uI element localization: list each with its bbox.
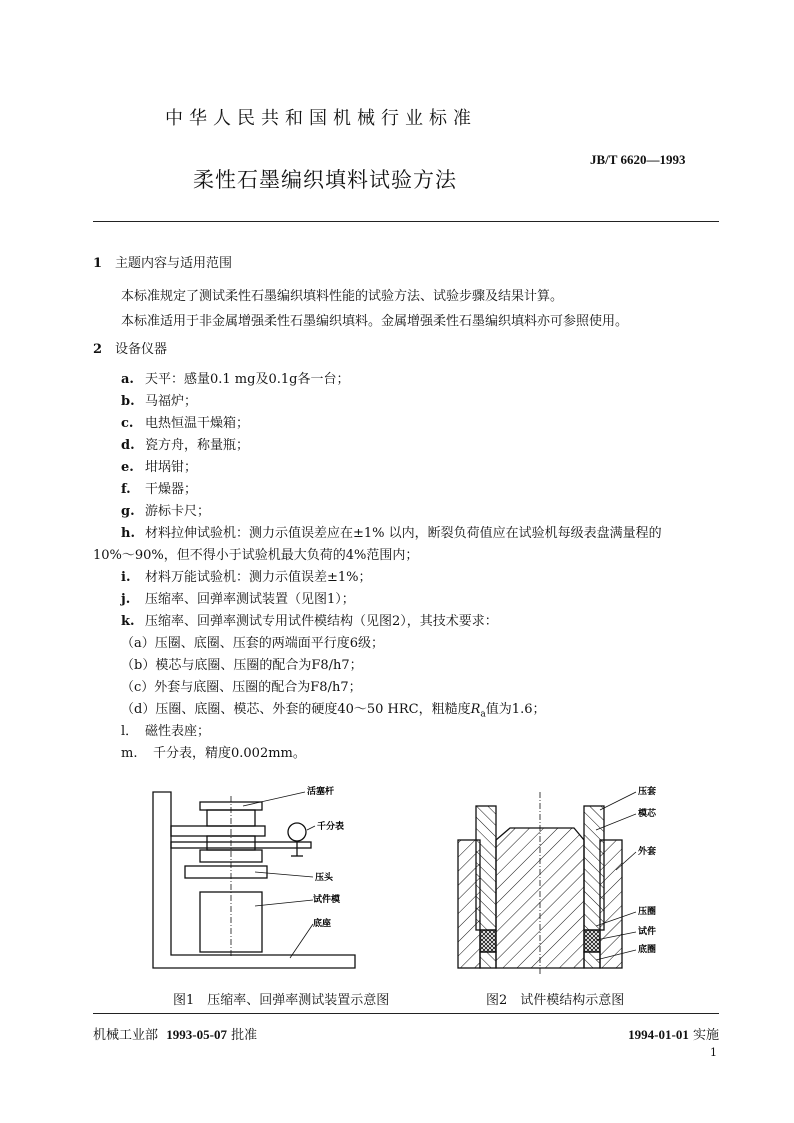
effective-date: 1994-01-01 (628, 1027, 689, 1042)
item-text: 材料拉伸试验机：测力示值误差应在±1% 以内，断裂负荷值应在试验机每级表盘满量程的 (145, 526, 662, 541)
label-outer: 外套 (638, 847, 657, 857)
crossbar (171, 826, 265, 836)
list-item (121, 412, 249, 431)
roughness-symbol: R (470, 702, 481, 717)
figure-2-caption: 图2 试件模结构示意图 (486, 993, 625, 1008)
label-base: 底座 (313, 919, 332, 929)
item-text: 游标卡尺； (145, 504, 211, 519)
list-item (121, 610, 498, 629)
list-item (121, 742, 306, 761)
item-label: m. (121, 746, 138, 761)
section-number: 1 (93, 256, 103, 271)
item-label: h. (121, 526, 135, 541)
item-text: 压缩率、回弹率测试专用试件模结构（见图2），其技术要求： (145, 614, 498, 629)
list-item (121, 500, 210, 519)
item-label: g. (121, 504, 135, 519)
item-text: 马福炉； (145, 394, 198, 409)
item-text: 千分表，精度0.002mm。 (153, 746, 306, 761)
item-label: e. (121, 460, 134, 475)
item-text: 材料万能试验机：测力示值误差±1%； (145, 570, 372, 585)
item-text: 磁性表座； (145, 724, 211, 739)
dial-gauge (288, 823, 306, 841)
item-label: d. (121, 438, 135, 453)
figure-1-diagram (145, 780, 400, 985)
sub-item-text: （d）压圈、底圈、模芯、外套的硬度40～50 HRC，粗糙度 (121, 702, 471, 717)
item-label: i. (121, 570, 131, 585)
label-specimen: 试件 (638, 927, 657, 937)
item-label: b. (121, 394, 135, 409)
sub-item (121, 698, 545, 720)
item-label: f. (121, 482, 131, 497)
approval-line (93, 1024, 257, 1043)
sub-item-text: 值为1.6； (485, 702, 546, 717)
approve-word: 批准 (231, 1028, 258, 1043)
section-2-heading (93, 338, 167, 357)
figure-1-caption: 图1 压缩率、回弹率测试装置示意图 (173, 993, 390, 1008)
list-item (121, 456, 197, 475)
list-item (121, 588, 355, 607)
specimen-left (480, 930, 496, 952)
page-number: 1 (710, 1046, 717, 1059)
list-item (121, 720, 210, 739)
press-head (185, 866, 267, 878)
footer-rule (93, 1013, 719, 1014)
item-text: 干燥器； (145, 482, 198, 497)
item-label: a. (121, 372, 134, 387)
section-title: 主题内容与适用范围 (115, 256, 233, 271)
list-item (121, 368, 349, 387)
item-label: c. (121, 416, 134, 431)
list-item (121, 390, 197, 409)
list-item (121, 522, 662, 541)
section-1-heading (93, 252, 232, 271)
item-text: 天平：感量0.1 mg及0.1g各一台； (145, 372, 350, 387)
paragraph: 本标准适用于非金属增强柔性石墨编织填料。金属增强柔性石墨编织填料亦可参照使用。 (121, 314, 629, 329)
item-label: j. (121, 592, 131, 607)
approve-date: 1993-05-07 (166, 1027, 227, 1042)
item-label: l． (121, 724, 139, 739)
document-title: 柔性石墨编织填料试验方法 (193, 168, 457, 192)
list-item (121, 434, 249, 453)
item-h-continuation: 10%～90%，但不得小于试验机最大负荷的4%范围内； (93, 548, 419, 563)
label-press-ring: 压圈 (638, 907, 657, 917)
header-rule (93, 221, 719, 222)
sub-item: （b）模芯与底圈、压圈的配合为F8/h7； (121, 658, 363, 673)
standard-code: JB/T 6620—1993 (590, 152, 686, 167)
item-text: 压缩率、回弹率测试装置（见图1）； (145, 592, 355, 607)
sub-item: （a）压圈、底圈、压套的两端面平行度6级； (121, 636, 385, 651)
item-text: 坩埚钳； (145, 460, 198, 475)
item-text: 瓷方舟，称量瓶； (145, 438, 250, 453)
section-number: 2 (93, 342, 103, 357)
specimen-right (584, 930, 600, 952)
issuer: 机械工业部 (93, 1028, 159, 1043)
label-head: 压头 (315, 873, 334, 883)
item-text: 电热恒温干燥箱； (145, 416, 250, 431)
label-press-sleeve: 压套 (638, 787, 657, 797)
label-core: 模芯 (638, 809, 657, 819)
label-bottom-ring: 底圈 (638, 945, 657, 955)
effective-line (628, 1024, 719, 1043)
item-label: k. (121, 614, 135, 629)
sub-item: （c）外套与底圈、压圈的配合为F8/h7； (121, 680, 362, 695)
standard-org: 中华人民共和国机械行业标准 (165, 108, 477, 129)
list-item (121, 478, 197, 497)
label-mold: 试件模 (313, 895, 341, 905)
section-title: 设备仪器 (115, 342, 168, 357)
label-rod: 活塞杆 (307, 787, 335, 797)
paragraph: 本标准规定了测试柔性石墨编织填料性能的试验方法、试验步骤及结果计算。 (121, 289, 564, 304)
effective-word: 实施 (692, 1028, 719, 1043)
label-gauge: 千分表 (317, 822, 345, 832)
figure-2-diagram (450, 780, 670, 985)
list-item (121, 566, 372, 585)
roughness-subscript: a (480, 709, 486, 720)
